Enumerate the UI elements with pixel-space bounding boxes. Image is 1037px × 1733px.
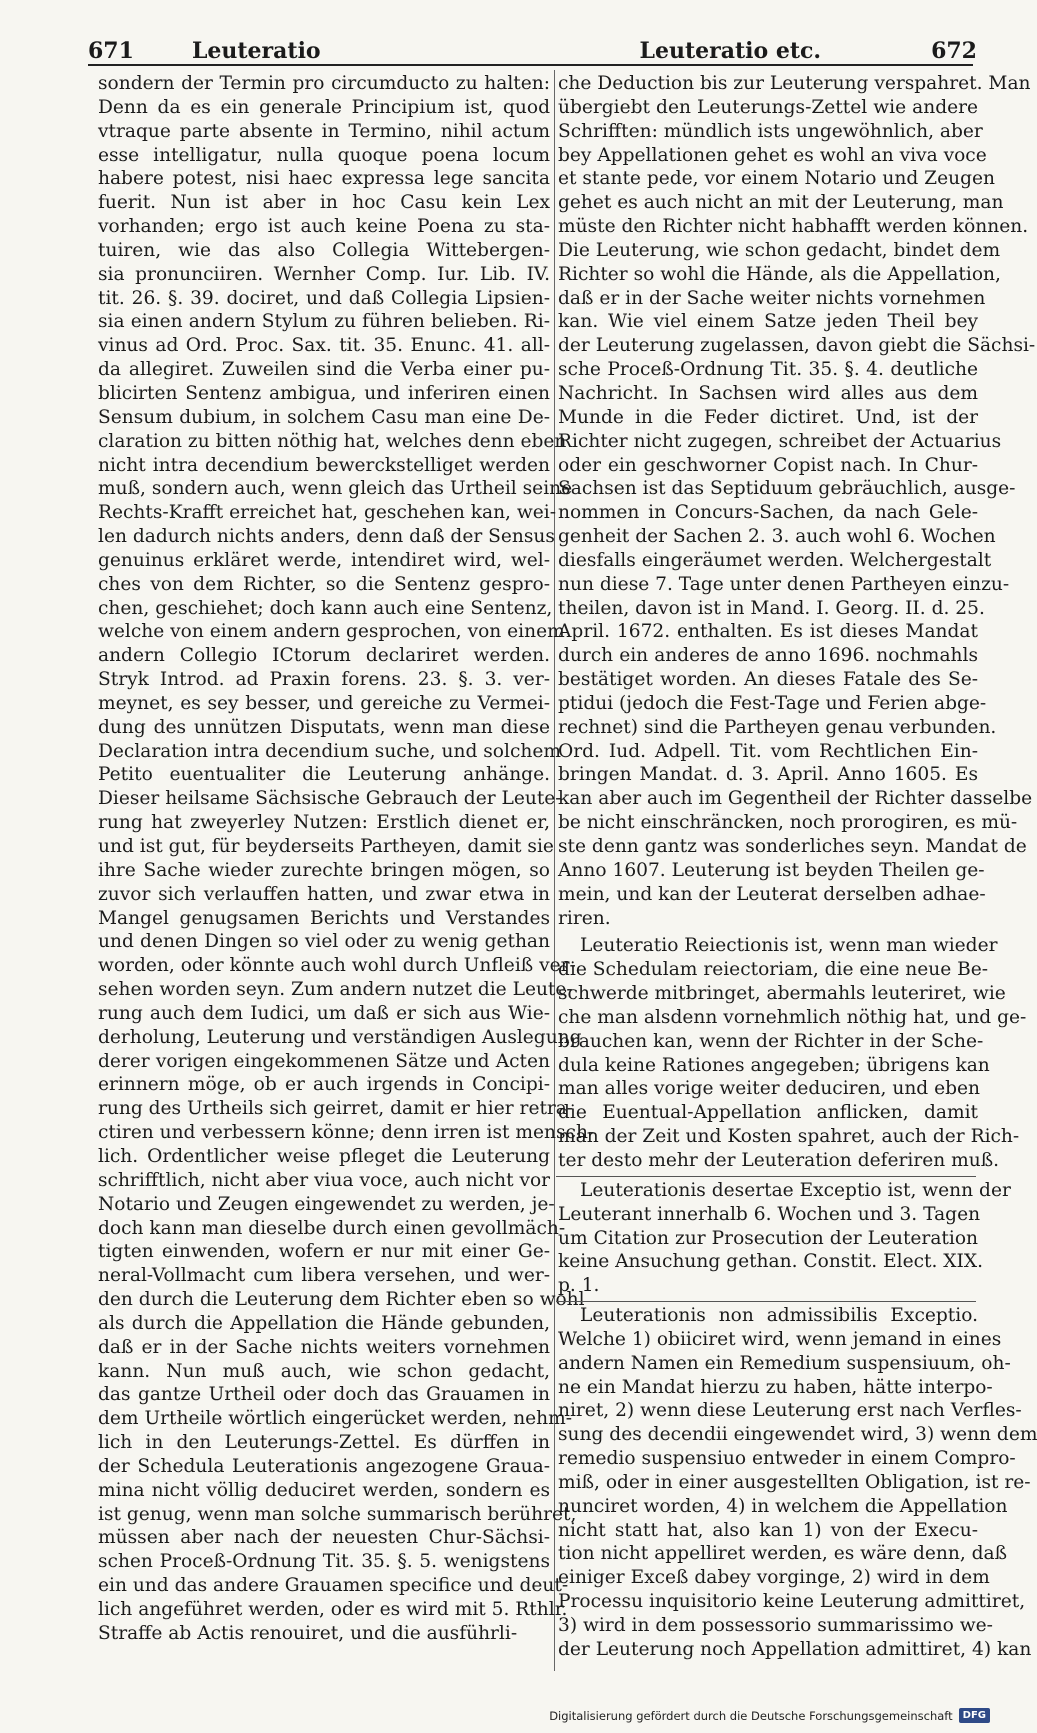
right-column xyxy=(558,72,1037,1673)
text-line: durch ein anderes de anno 1696. nochmahls xyxy=(558,645,978,667)
text-line: ches von dem Richter, so die Sentenz gespro- xyxy=(98,573,550,595)
text-line: bestätiget worden. An dieses Fatale des Se- xyxy=(558,669,978,691)
dfg-logo: DFG xyxy=(959,1708,990,1723)
text-line: andern Namen ein Remedium suspensiuum, oh- xyxy=(558,1352,1011,1374)
text-line: schen Proceß-Ordnung Tit. 35. §. 5. wenigstens xyxy=(98,1551,550,1573)
text-line: ein und das andere Grauamen specifice und deut- xyxy=(98,1575,569,1597)
text-line: andern Collegio ICtorum declariret werden. xyxy=(98,645,550,667)
text-line: die Euentual-Appellation anflicken, damit xyxy=(558,1102,978,1124)
text-line: worden, oder könnte auch wohl durch Unfleiß ver- xyxy=(98,955,576,977)
text-line: erinnern möge, ob er auch irgends in Concipi- xyxy=(98,1074,550,1096)
text-line: übergiebt den Leuterungs-Zettel wie andere xyxy=(558,96,978,118)
text-line: keine Ansuchung gethan. Constit. Elect. XIX. xyxy=(558,1251,984,1273)
text-line: April. 1672. enthalten. Es ist dieses Mandat xyxy=(558,621,978,643)
text-line: nicht intra decendium bewerckstelliget werden xyxy=(98,454,550,476)
text-line: sehen worden seyn. Zum andern nutzet die Leute- xyxy=(98,979,573,1001)
text-line: bey Appellationen gehet es wohl an viva voce xyxy=(558,144,987,166)
text-line: Richter nicht zugegen, schreibet der Actuarius xyxy=(558,430,1002,452)
text-line: lich. Ordentlicher weise pfleget die Leuterung xyxy=(98,1145,550,1167)
text-line: blicirten Sentenz ambigua, und inferiren einen xyxy=(98,382,550,404)
text-line: ter desto mehr der Leuteration deferiren muß. xyxy=(558,1149,1000,1171)
text-line: bringen Mandat. d. 3. April. Anno 1605. Es xyxy=(558,764,978,786)
column-divider xyxy=(554,70,555,1671)
text-line: chen, geschiehet; doch kann auch eine Sentenz, xyxy=(98,597,553,619)
text-line: fuerit. Nun ist aber in hoc Casu kein Lex xyxy=(98,192,550,214)
text-line: Munde in die Feder dictiret. Und, ist der xyxy=(558,406,978,428)
text-line: als durch die Appellation die Hände gebunden, xyxy=(98,1312,550,1334)
text-line: sia einen andern Stylum zu führen belieben. Ri- xyxy=(98,311,550,333)
text-line: dem Urtheile wörtlich eingerücket werden, nehm- xyxy=(98,1408,573,1430)
text-line: Processu inquisitorio keine Leuterung admittiret, xyxy=(558,1591,1026,1613)
text-line: sche Proceß-Ordnung Tit. 35. §. 4. deutliche xyxy=(558,359,978,381)
text-line: Nachricht. In Sachsen wird alles aus dem xyxy=(558,382,978,404)
text-line: nunciret worden, 4) in welchem die Appellation xyxy=(558,1495,1008,1517)
text-line: rung hat zweyerley Nutzen: Erstlich dienet er, xyxy=(98,812,550,834)
text-line: rung auch dem Iudici, um daß er sich aus Wie- xyxy=(98,1002,550,1024)
text-line: riren. xyxy=(558,907,611,929)
left-page-number: 671 xyxy=(88,38,134,64)
paragraph-deduction xyxy=(558,72,1036,930)
text-line: gehet es auch nicht an mit der Leuterung, man xyxy=(558,192,1004,214)
text-line: habere potest, nisi haec expressa lege sancita xyxy=(98,168,550,190)
text-line: schrifftlich, nicht aber viua voce, auch nicht vor xyxy=(98,1169,551,1191)
text-line: man alles vorige weiter deduciren, und eben xyxy=(558,1078,981,1100)
text-line: Rechts-Krafft erreichet hat, geschehen kan, wei- xyxy=(98,502,557,524)
text-line: Sachsen ist das Septiduum gebräuchlich, ausge- xyxy=(558,478,1016,500)
text-line: Denn da es ein generale Principium ist, quod xyxy=(98,96,550,118)
text-line: nun diese 7. Tage unter denen Partheyen einzu- xyxy=(558,573,1010,595)
text-line: che Deduction bis zur Leuterung verspahret. Man xyxy=(558,73,1031,94)
text-line: man der Zeit und Kosten spahret, auch der Rich- xyxy=(558,1126,1020,1148)
text-line: muß, sondern auch, wenn gleich das Urtheil seine xyxy=(98,478,573,500)
text-line: daß er in der Sache nichts weiters vornehmen xyxy=(98,1336,550,1358)
text-line: der Leuterung zugelassen, davon giebt die Sächsi- xyxy=(558,335,1036,357)
text-line: kan. Wie viel einem Satze jeden Theil bey xyxy=(558,311,978,333)
text-line: miß, oder in einer ausgestellten Obligation, ist re- xyxy=(558,1471,1031,1493)
text-line: tigten einwenden, wofern er nur mit einer Ge- xyxy=(98,1241,550,1263)
text-line: Welche 1) obiiciret wird, wenn jemand in eines xyxy=(558,1328,1002,1350)
text-line: zuvor sich verlauffen hatten, und zwar etwa in xyxy=(98,883,550,905)
text-line: welche von einem andern gesprochen, von einem xyxy=(98,621,565,643)
text-line: Mangel genugsamen Berichts und Verstandes xyxy=(98,907,550,929)
text-line: vtraque parte absente in Termino, nihil actum xyxy=(98,120,550,142)
text-line: mein, und kan der Leuterat derselben adhae- xyxy=(558,883,986,905)
text-line: tuiren, wie das also Collegia Wittebergen- xyxy=(98,239,550,261)
text-line: die Schedulam reiectoriam, die eine neue Be- xyxy=(558,959,989,981)
text-line: 3) wird in dem possessorio summarissimo we- xyxy=(558,1615,993,1636)
right-page-number: 672 xyxy=(931,38,977,64)
text-line: Die Leuterung, wie schon gedacht, bindet dem xyxy=(558,239,1001,261)
text-line: Petito euentualiter die Leuterung anhänge. xyxy=(98,764,550,786)
text-line: nommen in Concurs-Sachen, da nach Gele- xyxy=(558,502,978,524)
text-line: kan aber auch im Gegentheil der Richter dasselbe xyxy=(558,788,1033,810)
text-line: vorhanden; ergo ist auch keine Poena zu sta- xyxy=(98,216,550,238)
text-line: meynet, es sey besser, und gereiche zu Vermei- xyxy=(98,692,550,714)
text-line: et stante pede, vor einem Notario und Zeugen xyxy=(558,168,995,190)
text-line: neral-Vollmacht cum libera versehen, und wer- xyxy=(98,1265,550,1287)
text-line: ste denn gantz was sonderliches seyn. Mandat de xyxy=(558,836,1027,857)
text-line: Dieser heilsame Sächsische Gebrauch der Leute- xyxy=(98,788,562,810)
section-rule xyxy=(556,1301,976,1302)
text-line: Ord. Iud. Adpell. Tit. vom Rechtlichen Ein- xyxy=(558,740,978,762)
text-line: derholung, Leuterung und verständigen Auslegung xyxy=(98,1026,582,1048)
text-line: oder ein geschworner Copist nach. In Chur- xyxy=(558,454,978,476)
page-header xyxy=(88,28,977,66)
text-line: p. 1. xyxy=(558,1275,600,1297)
text-line: tion nicht appelliret werden, es wäre denn, daß xyxy=(558,1543,1008,1565)
text-line: dula keine Rationes angegeben; übrigens kan xyxy=(558,1054,990,1076)
text-line: vinus ad Ord. Proc. Sax. tit. 35. Enunc. 41. all- xyxy=(98,335,550,357)
text-line: der Leuterung noch Appellation admittiret, 4) kan xyxy=(558,1638,1032,1660)
text-line: lich in den Leuterungs-Zettel. Es dürffen in xyxy=(98,1432,550,1454)
text-line: Leuterationis non admissibilis Exceptio. xyxy=(580,1305,978,1327)
text-line: diesfalls eingeräumet werden. Welchergestalt xyxy=(558,549,992,571)
text-line: Leuterant innerhalb 6. Wochen und 3. Tagen xyxy=(558,1203,981,1225)
text-line: doch kann man dieselbe durch einen gevollmäch- xyxy=(98,1217,566,1239)
text-line: Stryk Introd. ad Praxin forens. 23. §. 3. ver- xyxy=(98,669,550,691)
text-line: daß er in der Sache weiter nichts vornehmen xyxy=(558,287,986,309)
text-line: theilen, davon ist in Mand. I. Georg. II. d. 25. xyxy=(558,597,985,619)
text-line: nicht statt hat, also kan 1) von der Execu- xyxy=(558,1519,978,1541)
section-rule xyxy=(556,1176,976,1177)
digitization-credit: Digitalisierung gefördert durch die Deutsche Forschungsgemeinschaft xyxy=(549,1708,953,1723)
text-line: um Citation zur Prosecution der Leuteration xyxy=(558,1227,978,1249)
left-running-title: Leuteratio xyxy=(191,38,321,64)
text-line: remedio suspensiuo entweder in einem Compro- xyxy=(558,1448,1016,1470)
text-line: ctiren und verbessern könne; denn irren ist mensch- xyxy=(98,1122,595,1144)
text-line: Sensum dubium, in solchem Casu man eine De- xyxy=(98,406,550,428)
text-line: lich angeführet werden, oder es wird mit 5. Rthlr. xyxy=(98,1599,568,1620)
text-line: Anno 1607. Leuterung ist beyden Theilen ge- xyxy=(558,859,985,881)
text-line: esse intelligatur, nulla quoque poena locum xyxy=(98,144,550,166)
text-line: das gantze Urtheil oder doch das Grauamen in xyxy=(98,1384,550,1406)
text-line: müste den Richter nicht habhafft werden können. xyxy=(558,216,1029,238)
text-line: der Schedula Leuterationis angezogene Graua- xyxy=(98,1455,550,1477)
text-line: brauchen kan, wenn der Richter in der Sche- xyxy=(558,1030,984,1052)
text-line: da allegiret. Zuweilen sind die Verba einer pu- xyxy=(98,359,550,381)
text-line: sia pronunciiren. Wernher Comp. Iur. Lib. IV. xyxy=(98,263,550,285)
page-footer xyxy=(549,1708,990,1723)
text-line: Richter so wohl die Hände, als die Appellation, xyxy=(558,263,1001,285)
text-line: schwerde mitbringet, abermahls leuteriret, wie xyxy=(558,983,1006,1005)
paragraph-leuterationis-desertae xyxy=(558,1179,1011,1298)
paragraph-leuteratio-reiectionis xyxy=(558,934,1027,1172)
text-line: Schrifften: mündlich ists ungewöhnlich, aber xyxy=(558,120,983,142)
text-line: be nicht einschräncken, noch prorogiren, es mü- xyxy=(558,812,1018,834)
text-line: dung des unnützen Disputats, wenn man diese xyxy=(98,716,550,738)
text-line: Leuterationis desertae Exceptio ist, wenn der xyxy=(580,1179,1011,1201)
text-line: Notario und Zeugen eingewendet zu werden, je- xyxy=(98,1193,555,1215)
text-line: niret, 2) wenn diese Leuterung erst nach Verfles- xyxy=(558,1400,1022,1422)
text-line: Declaration intra decendium suche, und solchem xyxy=(98,740,561,762)
text-line: ptidui (jedoch die Fest-Tage und Ferien abge- xyxy=(558,692,987,714)
text-line: sung des decendii eingewendet wird, 3) wenn dem xyxy=(558,1424,1037,1446)
text-line: ist genug, wenn man solche summarisch berühret, xyxy=(98,1503,577,1525)
text-line: ihre Sache wieder zurechte bringen mögen, so xyxy=(98,859,550,881)
right-running-title: Leuteratio etc. xyxy=(639,38,822,64)
text-line: derer vorigen eingekommenen Sätze und Acten xyxy=(98,1050,550,1072)
text-line: ne ein Mandat hierzu zu haben, hätte interpo- xyxy=(558,1376,993,1398)
text-line: den durch die Leuterung dem Richter eben so wohl xyxy=(98,1289,585,1311)
paragraph-leuterationis-non-admissibilis xyxy=(558,1304,1037,1662)
text-line: rung des Urtheils sich geirret, damit er hier retra- xyxy=(98,1098,574,1120)
text-line: Straffe ab Actis renouiret, und die ausführli- xyxy=(98,1622,518,1644)
text-line: Leuteratio Reiectionis ist, wenn man wieder xyxy=(580,935,998,957)
text-line: genheit der Sachen 2. 3. auch wohl 6. Wochen xyxy=(558,526,996,548)
text-line: einiger Exceß dabey vorginge, 2) wird in dem xyxy=(558,1567,990,1589)
text-line: che man alsdenn vornehmlich nöthig hat, und ge- xyxy=(558,1006,1027,1028)
text-line: len dadurch nichts anders, denn daß der Sensus xyxy=(98,526,555,548)
text-line: genuinus erkläret werde, intendiret wird, wel- xyxy=(98,549,550,571)
text-line: claration zu bitten nöthig hat, welches denn eben xyxy=(98,430,567,452)
text-line: und denen Dingen so viel oder zu wenig gethan xyxy=(98,931,550,953)
text-line: mina nicht völlig deduciret werden, sondern es xyxy=(98,1479,550,1501)
text-line: kann. Nun muß auch, wie schon gedacht, xyxy=(98,1360,550,1382)
text-line: rechnet) sind die Partheyen genau verbunden. xyxy=(558,716,997,738)
text-line: und ist gut, für beyderseits Partheyen, damit sie xyxy=(98,836,554,857)
text-line: sondern der Termin pro circumducto zu halten: xyxy=(98,73,550,94)
text-line: müssen aber nach der neuesten Chur-Sächsi- xyxy=(98,1527,550,1549)
text-line: tit. 26. §. 39. dociret, und daß Collegia Lipsien- xyxy=(98,287,550,309)
